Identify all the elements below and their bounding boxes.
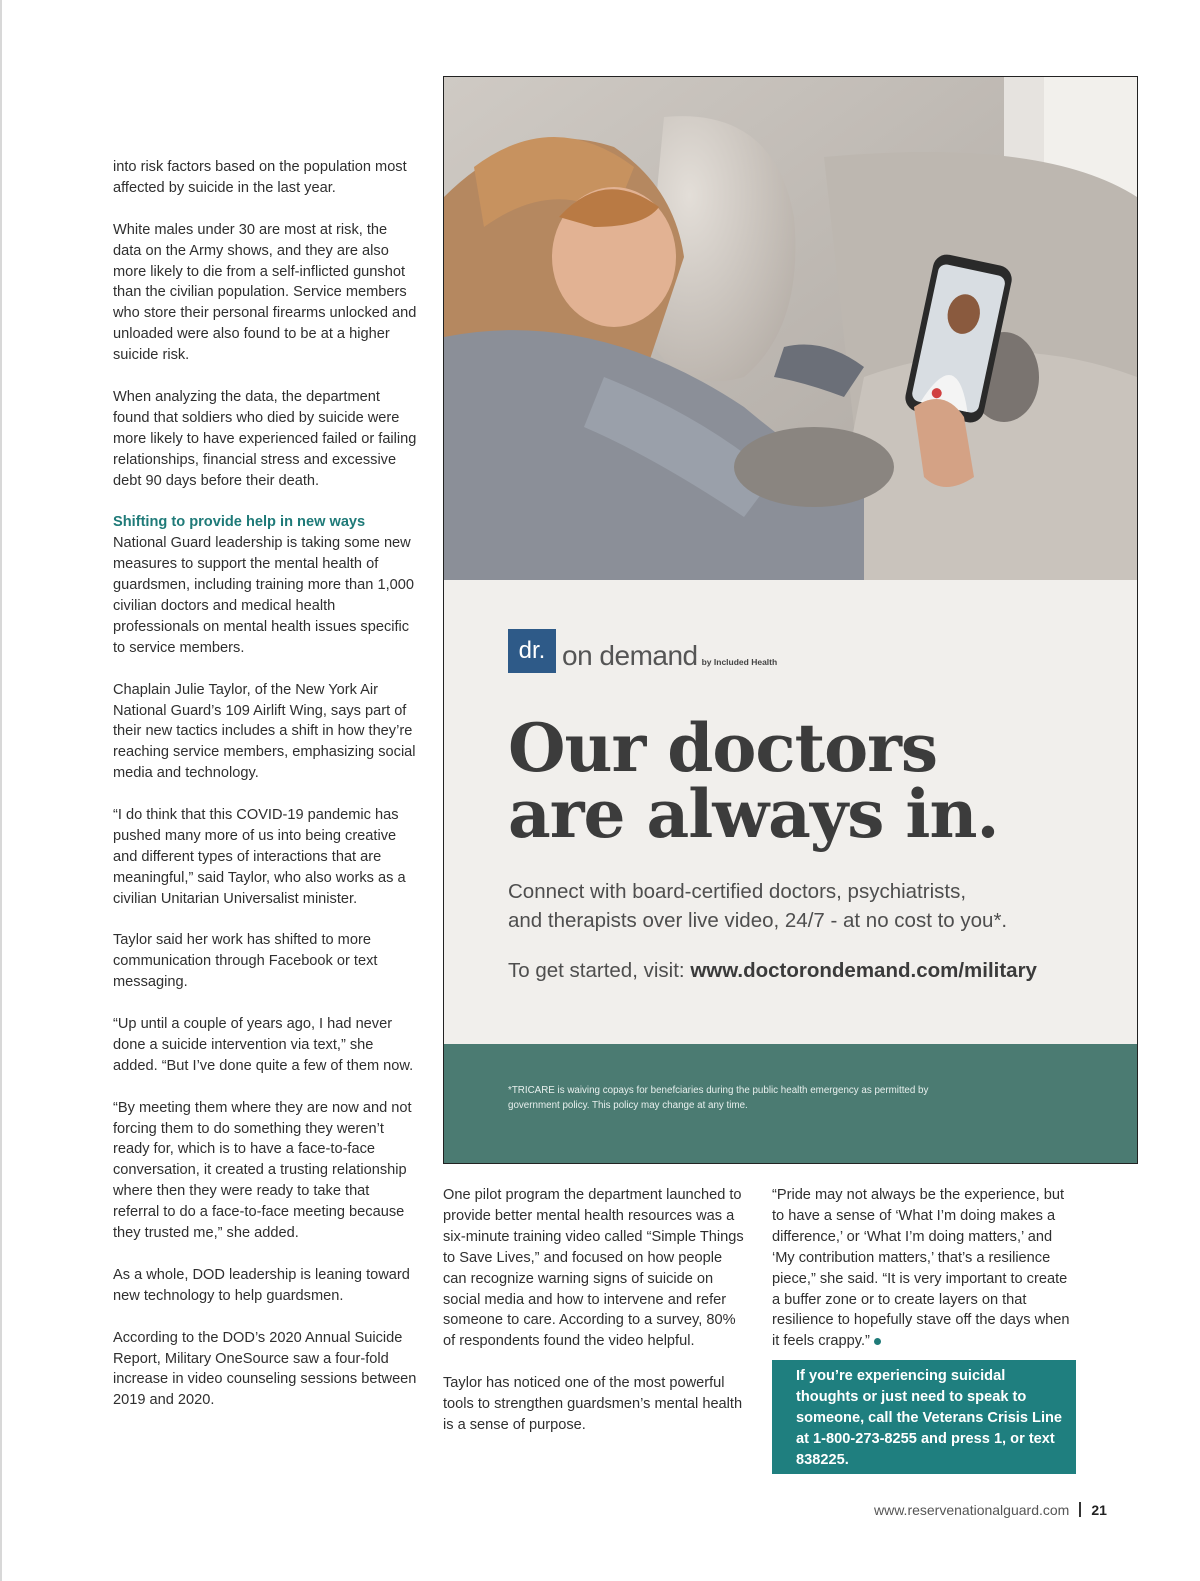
ad-call-to-action <box>508 959 1037 983</box>
ad-footer-band <box>444 1044 1137 1163</box>
logo-byline: by Included Health <box>701 657 778 667</box>
paragraph: “By meeting them where they are now and not forcing them to do something they weren’t ready for, which is to have a face-to-face conversation, it created a trusting relationship where then they were ready to take that referral to do a face-to-face meeting because they trusted me,” she added. <box>113 1099 412 1242</box>
paragraph: When analyzing the data, the department found that soldiers who died by suicide were more likely to have experienced failed or failing relationships, financial stress and excessive debt 90 days before their death. <box>113 388 417 489</box>
ad-disclaimer: *TRICARE is waiving copays for benefciaries during the public health emergency as permitted by government policy. This policy may change at any time. <box>508 1085 929 1111</box>
paragraph: “I do think that this COVID-19 pandemic has pushed many more of us into being creative and different types of interactions that are meaningful,” said Taylor, who also works as a civilian Unitarian Universalist minister. <box>113 807 406 907</box>
paragraph: “Pride may not always be the experience, but to have a sense of ‘What I’m doing makes a difference,’ or ‘What I’m doing matters,’ and ‘My contribution matters,’ that’s a resilience piece,” she said. “It is very important to create a buffer zone or to create layers on that resilience to hopefully stave off the days when it feels crappy.” <box>772 1187 1070 1350</box>
ad-body-text <box>508 877 1118 935</box>
paragraph: One pilot program the department launched to provide better mental health resources was a six-minute training video called “Simple Things to Save Lives,” and focused on how people can recognize warning signs of suicide on social media and how to intervene and refer someone to care. According to a survey, 80% of respondents found the video helpful. <box>443 1187 744 1350</box>
headline-line-1: Our doctors <box>508 709 938 787</box>
paragraph: Taylor has noticed one of the most powerful tools to strengthen guardsmen’s mental health is a sense of purpose. <box>443 1375 743 1433</box>
page-edge-line <box>0 0 2 1581</box>
child-video-call-illustration <box>444 77 1137 580</box>
paragraph: White males under 30 are most at risk, the data on the Army shows, and they are also more likely to die from a self-inflicted gunshot than the civilian population. Service members who store their personal firearms unlocked and unloaded were also found to be at a higher suicide risk. <box>113 221 417 364</box>
logo-wordmark: on demand <box>562 640 698 671</box>
paragraph: Chaplain Julie Taylor, of the New York Air National Guard’s 109 Airlift Wing, says part of their new tactics includes a shift in how they’re reaching service members, emphasizing social media and technology. <box>113 681 416 782</box>
headline-line-2: are always in. <box>508 775 999 853</box>
footer-website: www.reservenationalguard.com <box>874 1502 1070 1518</box>
advertisement <box>443 76 1138 1164</box>
visit-prefix: To get started, visit: <box>508 959 691 982</box>
section-subheading: Shifting to provide help in new ways <box>113 514 366 531</box>
paragraph: Taylor said her work has shifted to more communication through Facebook or text messaging. <box>113 932 378 991</box>
article-right-column <box>772 1185 1077 1373</box>
crisis-line-callout: If you’re experiencing suicidal thoughts or just need to speak to someone, call the Veterans Crisis Line at 1-800-273-8255 and press 1, or text 838225. <box>772 1360 1076 1474</box>
paragraph: As a whole, DOD leadership is leaning toward new technology to help guardsmen. <box>113 1266 410 1304</box>
connect-line-1: Connect with board-certified doctors, psychiatrists, <box>508 880 967 903</box>
brand-logo <box>508 625 777 673</box>
end-of-article-icon <box>874 1338 881 1345</box>
page-footer <box>874 1502 1107 1518</box>
section-block <box>113 512 418 658</box>
paragraph: According to the DOD’s 2020 Annual Suicide Report, Military OneSource saw a four-fold increase in video counseling sessions between 2019 and 2020. <box>113 1329 417 1409</box>
connect-line-2: and therapists over live video, 24/7 - at no cost to you*. <box>508 909 1008 932</box>
ad-photo <box>444 77 1137 580</box>
paragraph: National Guard leadership is taking some new measures to support the mental health of guardsmen, including training more than 1,000 civilian doctors and medical health professionals on mental health issues specific to service members. <box>113 535 414 656</box>
ad-headline <box>508 709 1108 853</box>
paragraph-with-end-mark <box>772 1185 1077 1352</box>
article-middle-column <box>443 1185 748 1457</box>
logo-mark: dr. <box>508 629 556 673</box>
article-left-column <box>113 157 418 1432</box>
paragraph: into risk factors based on the population most affected by suicide in the last year. <box>113 159 407 196</box>
page-number: 21 <box>1091 1502 1107 1518</box>
visit-url-link[interactable]: www.doctorondemand.com/military <box>690 959 1037 982</box>
paragraph: “Up until a couple of years ago, I had never done a suicide intervention via text,” she added. “But I’ve done quite a few of them now. <box>113 1016 414 1074</box>
footer-divider <box>1079 1502 1081 1517</box>
